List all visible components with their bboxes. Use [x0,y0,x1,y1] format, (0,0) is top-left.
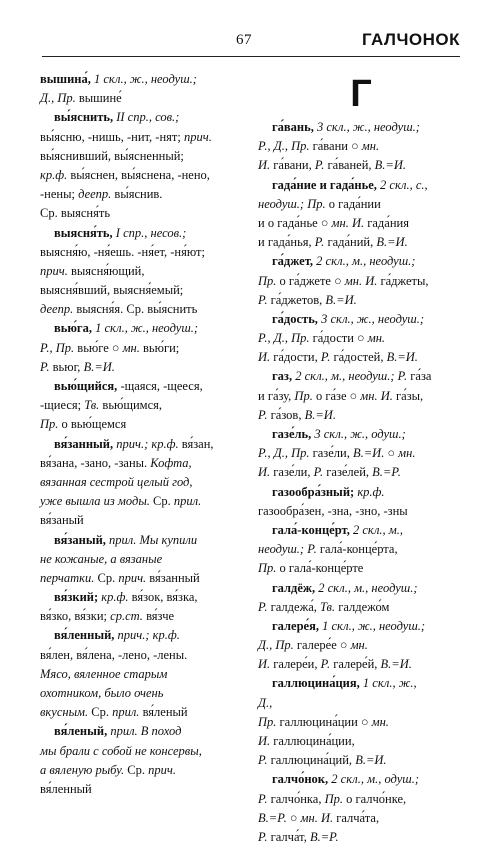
entry-line [258,137,464,156]
grammar-note: В.=Р. [309,829,339,844]
grammar-note: мн. [371,714,389,729]
entry-text: вя́ленный [40,781,92,796]
entry-text: галдежа́, [267,599,321,614]
entry-text: газе́ли, [309,446,353,461]
headword: газообра́зный; [272,484,358,499]
entry-line [40,147,240,166]
entry-text: вью́ги; [139,340,180,355]
entry-line [258,291,464,310]
entry-text: га́вани, [270,158,315,173]
grammar-note: прил. В поход [110,724,182,739]
grammar-note: мн. [350,638,368,653]
grammar-note: прил. [112,705,140,720]
entry-line [258,348,464,367]
entry-text: -щаяся, -щееся, [120,379,203,393]
grammar-note: В.=И. [374,158,407,173]
entry-text: Ср. [124,762,149,777]
entry-line [40,89,240,108]
right-column-entries [258,118,464,847]
grammar-note: Д., Пр. [258,638,294,653]
entry-text: галлюцина́ций, [267,753,356,768]
entry-text: га́джеты, [377,273,429,288]
entry-line [258,751,464,770]
entry-line [40,703,240,722]
entry-headword-line [258,118,464,137]
entry-text: галча́та, [333,810,380,825]
entry-line [40,358,240,377]
headword: га́вань, [272,120,317,134]
entry-line [40,185,240,204]
entry-text: о галчо́нке, [342,791,407,806]
entry-line [258,790,464,809]
grammar-note: 2 скл., м., неодуш.; [318,580,418,595]
grammar-note: I спр., несов.; [115,225,187,240]
grammar-note: прич. [183,129,212,144]
running-head: ГАЛЧОНОК [361,30,460,49]
entry-text: галлюцина́ции ○ [276,714,372,729]
right-column [258,70,464,847]
grammar-note: Пр. [294,388,313,403]
grammar-note: мн. И. [360,388,393,403]
grammar-note: И. [258,158,271,173]
entry-text: о гала́-конце́рте [276,561,364,576]
grammar-note: ср.ст. [110,609,143,624]
entry-line [40,569,240,588]
grammar-note: мн. [361,139,380,154]
entry-text: -щиеся; [40,398,85,413]
entry-line [40,339,240,358]
entry-text: га́достей, [330,350,387,365]
entry-line [40,204,240,223]
entry-headword-line [40,224,240,243]
headword: га́дость, [272,311,322,326]
entry-text: ○ [384,446,399,461]
grammar-note: 2 скл., м., одуш.; [331,772,419,787]
entry-line [258,598,464,617]
entry-text: газе́лей, [323,465,373,480]
entry-line [40,607,240,626]
grammar-note: В.=Р. [258,810,287,825]
entry-text: выясня́вший, выясня́емый; [40,283,184,298]
entry-text: га́зов, [267,407,305,422]
entry-text: галере́й, [330,657,381,672]
entry-text: галлюцина́ции, [270,734,355,748]
entry-text: вя́леный [139,705,188,720]
grammar-note: Пр. [258,561,277,576]
entry-text: ○ [286,810,301,825]
grammar-note: Пр. [258,714,277,729]
grammar-note: Р. [313,465,324,480]
entry-text: -нены; [40,187,79,202]
entry-headword-line [40,319,240,338]
grammar-note: 3 скл., ж., неодуш.; [321,311,425,326]
headword: гала́-конце́рт, [272,522,353,537]
grammar-note: Р. [40,359,50,374]
grammar-note: Р. [314,158,325,173]
headword: вя́занный, [54,436,117,451]
grammar-note: II спр., сов.; [116,110,180,125]
entry-line [40,761,240,780]
grammar-note: не кожаные, а вязаные [40,551,163,566]
grammar-note: 3 скл., ж., неодуш.; [317,120,420,134]
grammar-note: 1 скл., ж., неодуш.; [93,72,197,86]
entry-text: га́дости, [270,350,321,365]
entry-line [40,128,240,147]
grammar-note: прил. [173,494,202,509]
entry-line [40,415,240,434]
grammar-note: В.=И. [355,753,387,768]
grammar-note: прич. [148,762,176,777]
entry-text: Ср. выясня́ть [40,206,111,221]
entry-text: га́ваней, [324,158,375,173]
grammar-note: В.=Р. [372,465,401,480]
entry-line [258,387,464,406]
grammar-note: вязанная сестрой целый год, [40,474,193,489]
entry-line [40,396,240,415]
grammar-note: Р. [258,791,268,806]
entry-text: вьюг, [49,359,84,374]
grammar-note: уже вышла из моды. [40,494,150,509]
entry-text: гада́ния [364,215,409,230]
grammar-note: Мясо, вяленное старым [40,666,168,681]
entry-text: Ср. [94,570,119,585]
grammar-note: Кофта, [150,455,192,470]
grammar-note: вкусным. [40,705,89,720]
entry-text: вя́зче [142,609,175,624]
entry-text: га́вани ○ [309,139,362,154]
entry-line [258,502,464,521]
entry-headword-line [258,252,464,271]
grammar-note: а вяленую рыбу. [40,762,125,777]
grammar-note: Пр. [324,791,343,806]
grammar-note: мн. И. [331,215,365,230]
grammar-note: кр.ф. [101,590,129,605]
entry-line [40,742,240,761]
headword: гада́ние и гада́нье, [272,177,381,192]
entry-line [258,713,464,732]
entry-line [258,463,464,482]
grammar-note: В.=И. [376,235,408,250]
entry-headword-line [258,770,464,789]
grammar-note: мн. [398,446,416,461]
entry-text: вя́зко, вя́зки; [40,609,111,624]
grammar-note: Р. [320,350,331,365]
headword: выясня́ть, [54,225,116,240]
entry-headword-line [258,674,464,693]
grammar-note: прил. Мы купили [109,532,198,547]
grammar-note: перчатки. [40,570,95,585]
grammar-note: охотником, было очень [40,686,164,700]
entry-text: галчо́нка, [267,791,325,806]
grammar-note: В.=И. [380,657,412,672]
headword: вышина́, [40,72,94,86]
grammar-note: В.=И. [83,359,115,374]
entry-text: вышине́ [75,91,122,106]
grammar-note: неодуш.; Р. [258,542,317,557]
grammar-note: Тв. [84,398,100,413]
grammar-note: 1 скл., ж., неодуш.; [322,618,426,633]
entry-text: вью́щимся, [99,398,163,413]
headword: га́джет, [272,254,317,269]
entry-line [258,406,464,425]
entry-headword-line [258,310,464,329]
entry-headword-line [40,626,240,645]
entry-text: вя́лен, вя́лена, -лено, -лены. [40,647,188,662]
grammar-note: Д., [258,695,273,710]
entry-line [40,665,240,684]
entry-line [40,166,240,185]
entry-text: галдежо́м [335,599,390,614]
entry-text: га́джетов, [267,292,326,307]
entry-line [258,540,464,559]
grammar-note: Пр. [40,417,59,432]
entry-line [258,636,464,655]
entry-line [258,272,464,291]
entry-headword-line [40,588,240,607]
entry-text: и гада́нья, [258,235,315,250]
entry-line [258,809,464,828]
entry-line [258,195,464,214]
headword: вью́щийся, [54,379,121,393]
grammar-note: Р. [258,753,268,768]
headword: газ, [272,369,296,384]
entry-line [258,655,464,674]
entry-text: Ср. [149,494,174,509]
entry-headword-line [258,483,464,502]
grammar-note: мн. [367,331,386,346]
entry-line [258,559,464,578]
headword: вью́га, [54,321,96,336]
entry-line [258,233,464,252]
grammar-note: И. [258,465,271,480]
grammar-note: Тв. [320,599,336,614]
entry-headword-line [258,579,464,598]
entry-line [40,300,240,319]
grammar-note: кр.ф. [40,167,68,182]
grammar-note: В.=И. [352,446,385,461]
headword: вя́заный, [54,532,110,547]
entry-text: и га́зу, [258,388,295,403]
entry-text: га́зы, [392,388,424,403]
entry-line [40,243,240,262]
entry-line [40,780,240,799]
headword: галчо́нок, [272,772,332,787]
grammar-note: В.=И. [325,292,357,307]
entry-line [258,156,464,175]
entry-text: о га́зе ○ [312,388,361,403]
entry-headword-line [40,722,240,741]
page-number: 67 [236,32,252,48]
grammar-note: И. [258,657,271,672]
grammar-note: Р. [314,235,325,250]
page-header [0,26,500,62]
entry-text: о гада́нии [325,196,381,211]
entry-line [258,444,464,463]
grammar-note: прич.; кр.ф. [116,436,179,451]
entry-text: выясня́я. Ср. вы́яснить [73,302,198,317]
entry-text: вы́ясню, -нишь, -нит, -нят; [40,129,184,144]
entry-text: о вью́щемся [58,417,127,432]
entry-text: выясня́ю, -ня́ешь. -ня́ет, -ня́ют; [40,244,205,259]
entry-line [258,732,464,751]
grammar-note: кр.ф. [357,484,385,499]
entry-line [258,828,464,847]
grammar-note: 2 скл., м., неодуш.; [316,254,416,269]
entry-headword-line [258,617,464,636]
entry-headword-line [258,176,464,195]
entry-text: вя́зан, [178,436,214,451]
entry-text: вя́зана, -зано, -заны. [40,455,151,470]
entry-text: вы́яснив. [111,187,163,202]
entry-line [258,694,464,713]
entry-headword-line [40,108,240,127]
entry-text: галере́и, [270,657,321,672]
grammar-note: мы брали с собой не консервы, [40,743,202,758]
entry-text: га́дости ○ [309,331,368,346]
grammar-note: Р., Пр. [40,340,75,355]
entry-line [258,214,464,233]
grammar-note: Пр. [258,273,277,288]
entry-headword-line [40,531,240,550]
entry-line [40,511,240,530]
entry-line [40,70,240,89]
grammar-note: 3 скл., ж., одуш.; [314,427,406,441]
header-rule [42,56,460,57]
headword: галдёж, [272,580,319,595]
headword: вы́яснить, [54,110,117,125]
entry-text: гала́-конце́рта, [316,542,398,557]
grammar-note: прич.; кр.ф. [117,628,180,643]
left-column [40,70,240,799]
grammar-note: 2 скл., м., [352,522,404,537]
grammar-note: Р. [258,407,268,422]
entry-text: газе́ли, [270,465,314,480]
entry-text: газообра́зен, -зна, -зно, -зны [258,503,408,518]
entry-headword-line [258,367,464,386]
entry-line [258,329,464,348]
grammar-note: неодуш.; Пр. [258,196,326,211]
entry-text: вя́заный [40,513,84,528]
grammar-note: Р. [258,599,268,614]
grammar-note: 2 скл., с., [380,177,428,192]
grammar-note: 2 скл., м., неодуш.; Р. [295,369,408,384]
grammar-note: мн. И. [300,810,334,825]
grammar-note: Р., Д., Пр. [258,139,310,154]
entry-line [40,550,240,569]
entry-text: Ср. [88,705,113,720]
entry-text: галча́т, [267,829,310,844]
grammar-note: мн. И. [344,273,378,288]
entry-text: выясня́ющий, [67,263,145,278]
entry-line [40,281,240,300]
grammar-note: Р., Д., Пр. [258,446,310,461]
grammar-note: В.=И. [386,350,418,365]
grammar-note: Р., Д., Пр. [258,331,310,346]
headword: галере́я, [272,618,323,633]
entry-text: вы́яснивший, вы́ясненный; [40,148,184,163]
letter-heading: Г [350,73,372,115]
headword: вя́ленный, [54,628,118,643]
grammar-note: И. [258,350,271,365]
entry-line [40,492,240,511]
headword: галлюцина́ция, [272,676,363,691]
grammar-note: 1 скл., ж., неодуш.; [95,321,199,336]
entry-text: и о гада́нье ○ [258,215,332,230]
grammar-note: Д., Пр. [40,91,76,106]
grammar-note: И. [258,734,271,748]
entry-text: вы́яснен, вы́яснена, -нено, [67,167,210,182]
grammar-note: деепр. [78,187,112,202]
headword: газе́ль, [272,427,315,441]
entry-text: гада́ний, [324,235,377,250]
entry-line [40,646,240,665]
entry-text: галере́е ○ [293,638,351,653]
grammar-note: Р. [258,292,268,307]
entry-line [40,473,240,492]
entry-line [40,684,240,703]
headword: вя́леный, [54,724,111,739]
entry-headword-line [40,377,240,396]
grammar-note: деепр. [40,302,74,317]
grammar-note: 1 скл., ж., [362,676,417,691]
headword: вя́зкий; [54,590,102,605]
entry-line [40,262,240,281]
entry-text: вя́занный [146,570,200,585]
entry-text: га́за [407,369,432,384]
grammar-note: прич. [118,570,147,585]
entry-text: вью́ге ○ [74,340,123,355]
entry-line [40,454,240,473]
entry-headword-line [258,425,464,444]
entry-text: вя́зок, вя́зка, [128,590,198,605]
grammar-note: Р. [258,829,268,844]
entry-headword-line [40,435,240,454]
entry-headword-line [258,521,464,540]
grammar-note: мн. [122,340,140,355]
entry-text: о га́джете ○ [276,273,345,288]
grammar-note: В.=И. [304,407,336,422]
grammar-note: Р. [320,657,331,672]
grammar-note: прич. [40,263,68,278]
